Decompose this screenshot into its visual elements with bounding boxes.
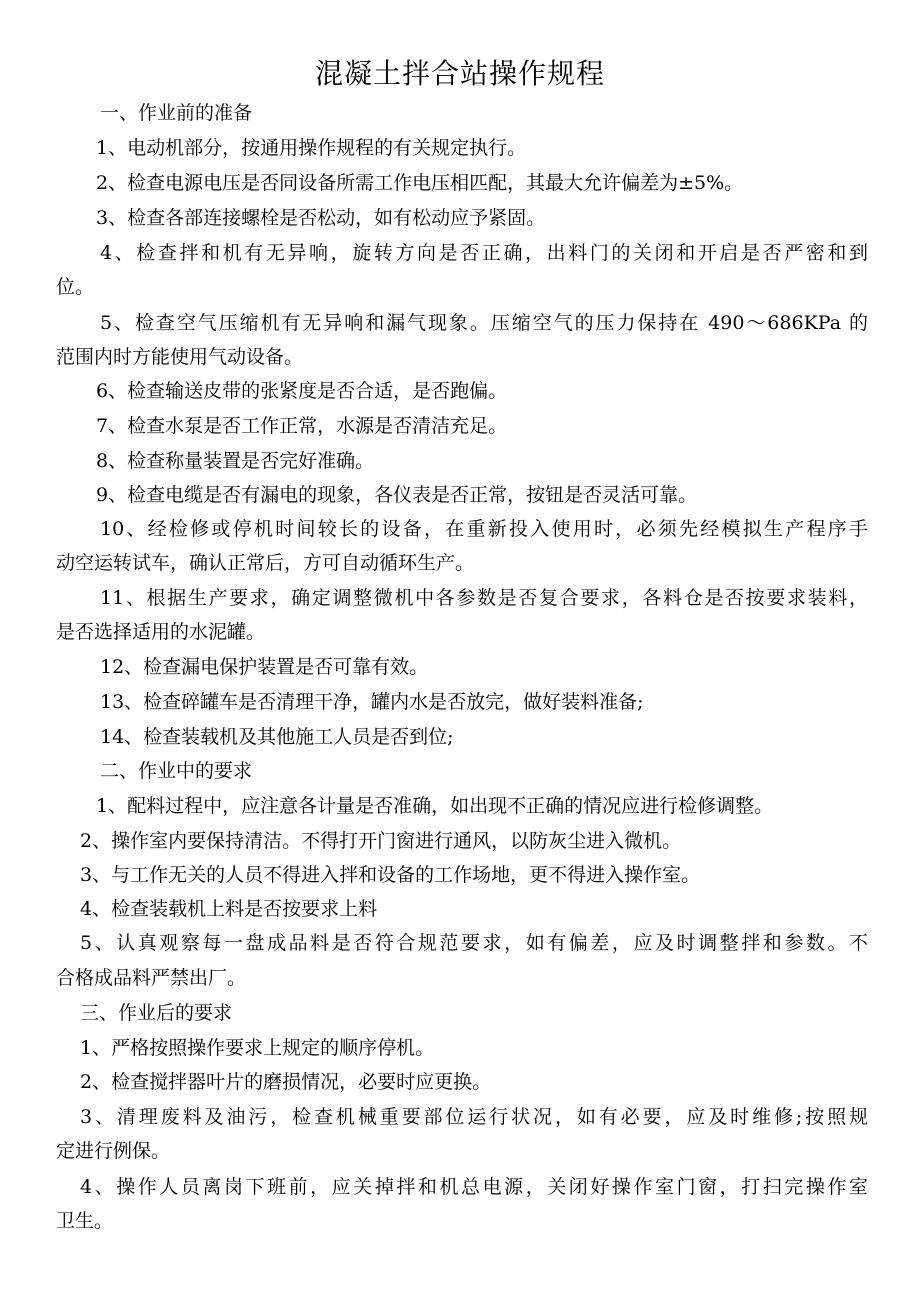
- paragraph-line: 10、经检修或停机时间较长的设备，在重新投入使用时，必须先经模拟生产程序手: [100, 518, 868, 540]
- paragraph-line: 5、认真观察每一盘成品料是否符合规范要求，如有偏差，应及时调整拌和参数。不: [80, 932, 868, 954]
- paragraph-line: 2、操作室内要保持清洁。不得打开门窗进行通风，以防灰尘进入微机。: [80, 830, 682, 852]
- section-heading-before-work: 一、作业前的准备: [100, 102, 253, 124]
- paragraph-line: 3、检查各部连接螺栓是否松动，如有松动应予紧固。: [96, 207, 546, 229]
- paragraph-line: 3、清理废料及油污，检查机械重要部位运行状况，如有必要，应及时维修;按照规: [80, 1106, 868, 1128]
- paragraph-line: 1、严格按照操作要求上规定的顺序停机。: [80, 1037, 435, 1059]
- paragraph-line: 8、检查称量装置是否完好准确。: [96, 450, 375, 472]
- document-title: 混凝土拌合站操作规程: [314, 57, 605, 90]
- paragraph-line: 4、检查装载机上料是否按要求上料: [80, 898, 378, 920]
- paragraph-line: 11、根据生产要求，确定调整微机中各参数是否复合要求，各料仓是否按要求装料，: [100, 587, 868, 609]
- paragraph-line: 范围内时方能使用气动设备。: [56, 346, 304, 368]
- paragraph-line: 14、检查装载机及其他施工人员是否到位;: [100, 726, 454, 748]
- paragraph-line: 6、检查输送皮带的张紧度是否合适，是否跑偏。: [96, 380, 508, 402]
- section-heading-during-work: 二、作业中的要求: [100, 760, 253, 782]
- paragraph-line: 定进行例保。: [56, 1140, 171, 1162]
- paragraph-line: 1、配料过程中，应注意各计量是否准确，如出现不正确的情况应进行检修调整。: [96, 795, 774, 817]
- paragraph-line: 合格成品料严禁出厂。: [56, 967, 247, 989]
- paragraph-line: 卫生。: [56, 1210, 114, 1232]
- paragraph-line: 3、与工作无关的人员不得进入拌和设备的工作场地，更不得进入操作室。: [80, 864, 701, 886]
- paragraph-line: 动空运转试车，确认正常后，方可自动循环生产。: [56, 552, 475, 574]
- paragraph-line: 2、检查电源电压是否同设备所需工作电压相匹配，其最大允许偏差为±5%。: [96, 172, 744, 194]
- paragraph-line: 7、检查水泵是否工作正常，水源是否清洁充足。: [96, 415, 508, 437]
- paragraph-line: 13、检查碎罐车是否清理干净，罐内水是否放完，做好装料准备;: [100, 691, 644, 713]
- paragraph-line: 1、电动机部分，按通用操作规程的有关规定执行。: [96, 137, 527, 159]
- paragraph-line: 4、操作人员离岗下班前，应关掉拌和机总电源，关闭好操作室门窗，打扫完操作室: [80, 1176, 868, 1198]
- paragraph-line: 9、检查电缆是否有漏电的现象，各仪表是否正常，按钮是否灵活可靠。: [96, 484, 698, 506]
- paragraph-line: 位。: [56, 276, 95, 298]
- paragraph-line: 12、检查漏电保护装置是否可靠有效。: [100, 656, 429, 678]
- paragraph-line: 是否选择适用的水泥罐。: [56, 621, 266, 643]
- paragraph-line: 5、检查空气压缩机有无异响和漏气现象。压缩空气的压力保持在 490～686KPa 的: [100, 312, 868, 334]
- paragraph-line: 2、检查搅拌器叶片的磨损情况，必要时应更换。: [80, 1071, 492, 1093]
- section-heading-after-work: 三、作业后的要求: [80, 1002, 233, 1024]
- paragraph-line: 4、检查拌和机有无异响，旋转方向是否正确，出料门的关闭和开启是否严密和到: [100, 242, 868, 264]
